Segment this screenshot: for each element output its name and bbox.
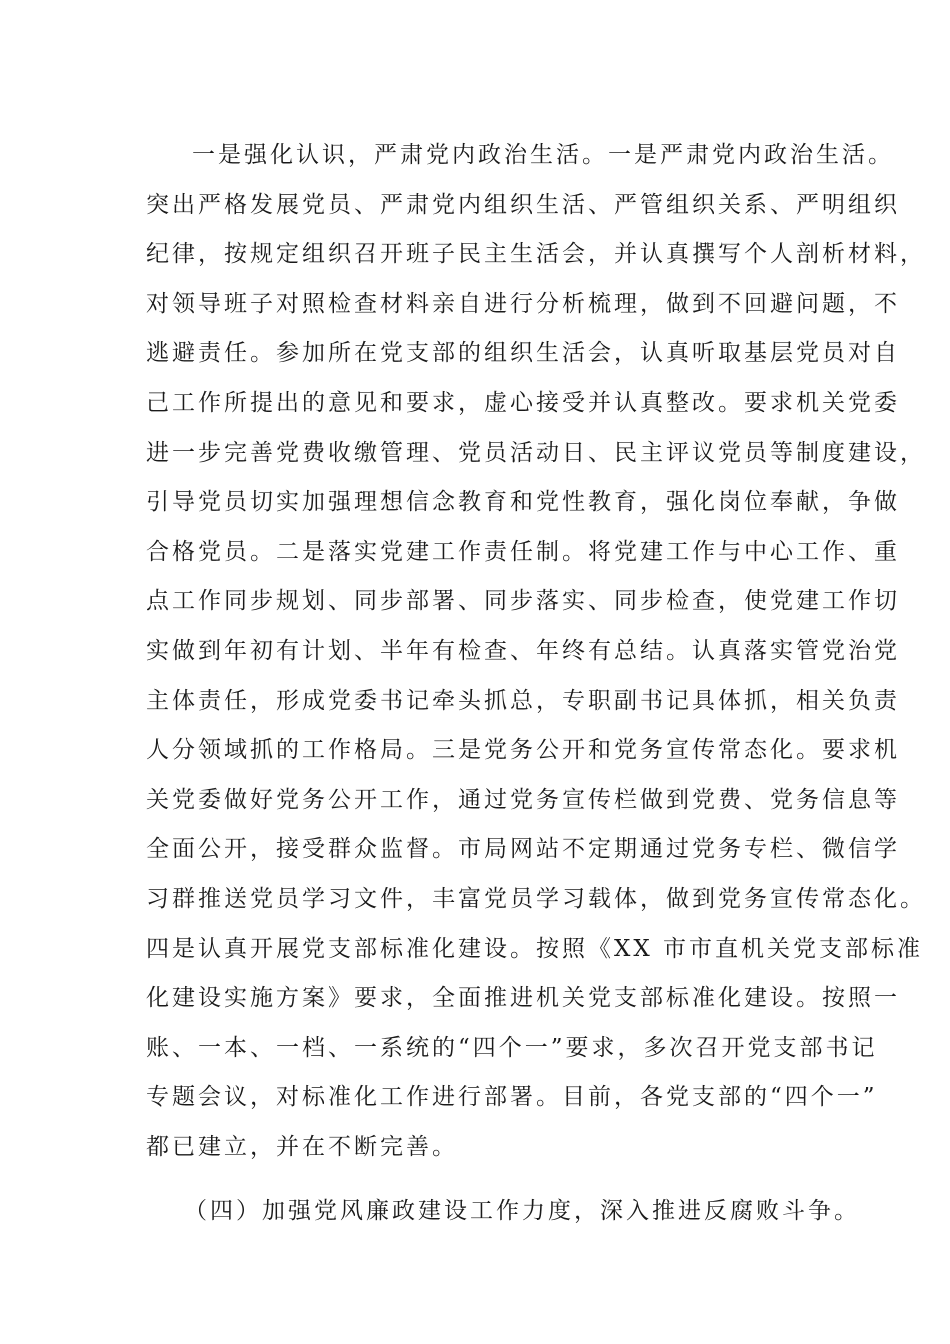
body-text (146, 131, 926, 1237)
text-line: 账、一本、一档、一系统的“四个一”要求，多次召开党支部书记 (146, 1034, 878, 1061)
text-line: 习群推送党员学习文件，丰富党员学习载体，做到党务宣传常态化。 (146, 885, 926, 912)
text-line: 合格党员。二是落实党建工作责任制。将党建工作与中心工作、重 (146, 538, 900, 565)
text-line: 四是认真开展党支部标准化建设。按照《XX 市市直机关党支部标准 (146, 935, 924, 962)
text-line: 己工作所提出的意见和要求，虚心接受并认真整改。要求机关党委 (146, 389, 900, 416)
text-line: 逃避责任。参加所在党支部的组织生活会，认真听取基层党员对自 (146, 340, 900, 367)
text-line: 进一步完善党费收缴管理、党员活动日、民主评议党员等制度建设， (146, 439, 926, 466)
text-line: 全面公开，接受群众监督。市局网站不定期通过党务专栏、微信学 (146, 836, 900, 863)
text-line: 关党委做好党务公开工作，通过党务宣传栏做到党费、党务信息等 (146, 786, 900, 813)
paragraph (146, 131, 926, 1172)
text-line: 专题会议，对标准化工作进行部署。目前，各党支部的“四个一” (146, 1084, 878, 1111)
text-line: 化建设实施方案》要求，全面推进机关党支部标准化建设。按照一 (146, 985, 900, 1012)
text-line: 纪律，按规定组织召开班子民主生活会，并认真撰写个人剖析材料， (146, 241, 926, 268)
text-line: 实做到年初有计划、半年有检查、年终有总结。认真落实管党治党 (146, 637, 900, 664)
text-line: 点工作同步规划、同步部署、同步落实、同步检查，使党建工作切 (146, 588, 900, 615)
text-line: 都已建立，并在不断完善。 (146, 1133, 458, 1160)
text-line: 突出严格发展党员、严肃党内组织生活、严管组织关系、严明组织 (146, 191, 900, 218)
text-line: 对领导班子对照检查材料亲自进行分析梳理，做到不回避问题，不 (146, 290, 900, 317)
text-line: 引导党员切实加强理想信念教育和党性教育，强化岗位奉献，争做 (146, 489, 900, 516)
text-line: 主体责任，形成党委书记牵头抓总，专职副书记具体抓，相关负责 (146, 687, 900, 714)
paragraph-gap (146, 1172, 826, 1187)
text-line: 一是强化认识，严肃党内政治生活。一是严肃党内政治生活。 (192, 142, 894, 168)
text-line: 人分领域抓的工作格局。三是党务公开和党务宣传常态化。要求机 (146, 737, 900, 764)
section-heading: （四）加强党风廉政建设工作力度，深入推进反腐败斗争。 (184, 1198, 860, 1225)
